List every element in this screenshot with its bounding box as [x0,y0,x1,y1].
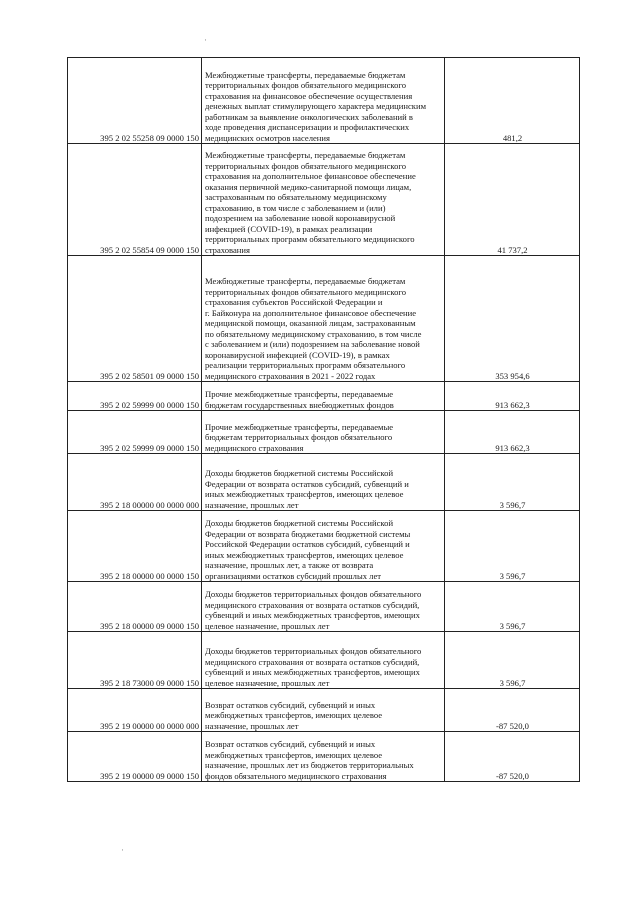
amount-cell: 3 596,7 [445,511,580,582]
revenue-name-line: Доходы бюджетов бюджетной системы Российской [205,468,394,479]
revenue-name-line: Прочие межбюджетные трансферты, передаваемые [205,389,394,400]
revenue-name-line: Федерации от возврата остатков субсидий, субвенций и [205,478,409,489]
amount-cell: -87 520,0 [445,732,580,782]
amount-cell: -87 520,0 [445,689,580,732]
revenue-name-line: медицинского страхования от возврата остатков субсидий, [205,599,420,610]
table-row [68,382,580,411]
table-body [68,58,580,782]
revenue-name-line: с заболеванием и (или) подозрением на заболевание новой [205,339,420,350]
revenue-name-line: бюджетам государственных внебюджетных фондов [205,399,394,410]
revenue-name-line: межбюджетных трансфертов, имеющих целевое [205,710,383,721]
revenue-name-line: субвенций и иных межбюджетных трансфертов, имеющих [205,667,420,678]
revenue-name-line: Прочие межбюджетные трансферты, передаваемые [205,421,394,432]
revenue-name-cell [202,411,445,454]
table-row [68,732,580,782]
revenue-name-line: территориальных фондов обязательного медицинского [205,286,407,297]
budget-code-cell: 395 2 02 55258 09 0000 150 [68,58,202,144]
table-row [68,582,580,632]
budget-code-cell: 395 2 18 00000 00 0000 150 [68,511,202,582]
revenue-name-cell [202,632,445,689]
budget-revenue-table [67,57,580,782]
revenue-name-line: коронавирусной инфекцией (COVID-19), в рамках [205,349,390,360]
revenue-name-line: оказания первичной медико-санитарной помощи лицам, [205,181,412,192]
revenue-name-cell [202,689,445,732]
revenue-name-line: по обязательному медицинскому страхованию, в том числе [205,328,422,339]
amount-cell: 3 596,7 [445,582,580,632]
revenue-name-line: страхования субъектов Российской Федерации и [205,297,383,308]
revenue-name-line: медицинского страхования от возврата остатков субсидий, [205,656,420,667]
revenue-name-line: Российской Федерации остатков субсидий, субвенций и [205,539,410,550]
table-row [68,58,580,144]
revenue-name-line: целевое назначение, прошлых лет [205,620,330,631]
amount-cell: 3 596,7 [445,632,580,689]
revenue-name-line: Доходы бюджетов бюджетной системы Российской [205,518,394,529]
amount-cell: 481,2 [445,58,580,144]
revenue-name-cell [202,58,445,144]
budget-code-cell: 395 2 19 00000 00 0000 000 [68,689,202,732]
revenue-name-line: страхования [205,244,250,255]
revenue-name-line: иных межбюджетных трансфертов, имеющих целевое [205,489,404,500]
amount-cell: 913 662,3 [445,382,580,411]
revenue-name-line: организациями остатков субсидий прошлых лет [205,570,382,581]
budget-code-cell: 395 2 19 00000 09 0000 150 [68,732,202,782]
revenue-name-line: Доходы бюджетов территориальных фондов обязательного [205,589,422,600]
revenue-name-line: назначение, прошлых лет, а также от возврата [205,560,374,571]
revenue-name-line: Возврат остатков субсидий, субвенций и иных [205,699,376,710]
revenue-name-line: медицинского страхования [205,442,304,453]
revenue-name-line: целевое назначение, прошлых лет [205,677,330,688]
revenue-name-line: медицинских осмотров населения [205,132,330,143]
revenue-name-line: Межбюджетные трансферты, передаваемые бюджетам [205,150,406,161]
table-row [68,411,580,454]
amount-cell: 913 662,3 [445,411,580,454]
budget-code-cell: 395 2 02 58501 09 0000 150 [68,256,202,382]
revenue-name-line: реализации территориальных программ обязательного [205,360,406,371]
revenue-name-line: Межбюджетные трансферты, передаваемые бюджетам [205,69,406,80]
revenue-name-line: иных межбюджетных трансфертов, имеющих целевое [205,549,404,560]
revenue-name-line: субвенций и иных межбюджетных трансфертов, имеющих [205,610,420,621]
revenue-name-line: инфекцией (COVID-19), в рамках реализации [205,223,373,234]
revenue-name-line: назначение, прошлых лет [205,499,299,510]
revenue-name-cell [202,582,445,632]
revenue-name-line: денежных выплат стимулирующего характера медицинским [205,101,427,112]
amount-cell: 353 954,6 [445,256,580,382]
revenue-name-line: работникам за выявление онкологических заболеваний в [205,111,413,122]
budget-code-cell: 395 2 18 00000 09 0000 150 [68,582,202,632]
revenue-name-line: территориальных фондов обязательного медицинского [205,160,407,171]
revenue-name-line: бюджетам территориальных фондов обязательного [205,432,393,443]
revenue-name-line: Федерации от возврата бюджетами бюджетной системы [205,528,411,539]
revenue-name-line: территориальных фондов обязательного медицинского [205,80,407,91]
revenue-name-line: страхования на финансовое обеспечение осуществления [205,90,413,101]
amount-cell: 41 737,2 [445,144,580,256]
table-row [68,256,580,382]
revenue-name-line: назначение, прошлых лет из бюджетов территориальных [205,760,414,771]
revenue-name-cell [202,511,445,582]
budget-code-cell: 395 2 02 55854 09 0000 150 [68,144,202,256]
revenue-name-line: подозрением на заболевание новой коронавирусной [205,213,396,224]
revenue-name-line: Возврат остатков субсидий, субвенций и иных [205,739,376,750]
revenue-name-cell [202,454,445,511]
budget-code-cell: 395 2 02 59999 00 0000 150 [68,382,202,411]
revenue-name-line: назначение, прошлых лет [205,720,299,731]
revenue-name-cell [202,732,445,782]
revenue-name-line: межбюджетных трансфертов, имеющих целевое [205,749,383,760]
amount-cell: 3 596,7 [445,454,580,511]
revenue-name-line: ходе проведения диспансеризации и профилактических [205,122,410,133]
table-row [68,454,580,511]
revenue-name-line: Межбюджетные трансферты, передаваемые бюджетам [205,276,406,287]
revenue-name-cell [202,382,445,411]
revenue-name-line: страхованию, в том числе с заболеванием и (или) [205,202,386,213]
revenue-name-line: медицинской помощи, оказанной лицам, застрахованным [205,318,416,329]
revenue-name-cell [202,144,445,256]
revenue-name-line: застрахованным по обязательному медицинскому [205,192,387,203]
table-row [68,632,580,689]
budget-code-cell: 395 2 18 73000 09 0000 150 [68,632,202,689]
revenue-name-line: г. Байконура на дополнительное финансовое обеспечение [205,307,417,318]
revenue-name-line: территориальных программ обязательного медицинского [205,234,415,245]
revenue-name-line: медицинского страхования в 2021 - 2022 годах [205,370,376,381]
budget-code-cell: 395 2 18 00000 00 0000 000 [68,454,202,511]
budget-code-cell: 395 2 02 59999 09 0000 150 [68,411,202,454]
table-row [68,144,580,256]
table-row [68,689,580,732]
revenue-name-line: страхования на дополнительное финансовое обеспечение [205,171,416,182]
revenue-name-line: фондов обязательного медицинского страхования [205,770,387,781]
table-row [68,511,580,582]
revenue-name-line: Доходы бюджетов территориальных фондов обязательного [205,646,422,657]
revenue-name-cell [202,256,445,382]
scan-speck: · [121,845,124,855]
scan-speck: · [204,35,207,45]
